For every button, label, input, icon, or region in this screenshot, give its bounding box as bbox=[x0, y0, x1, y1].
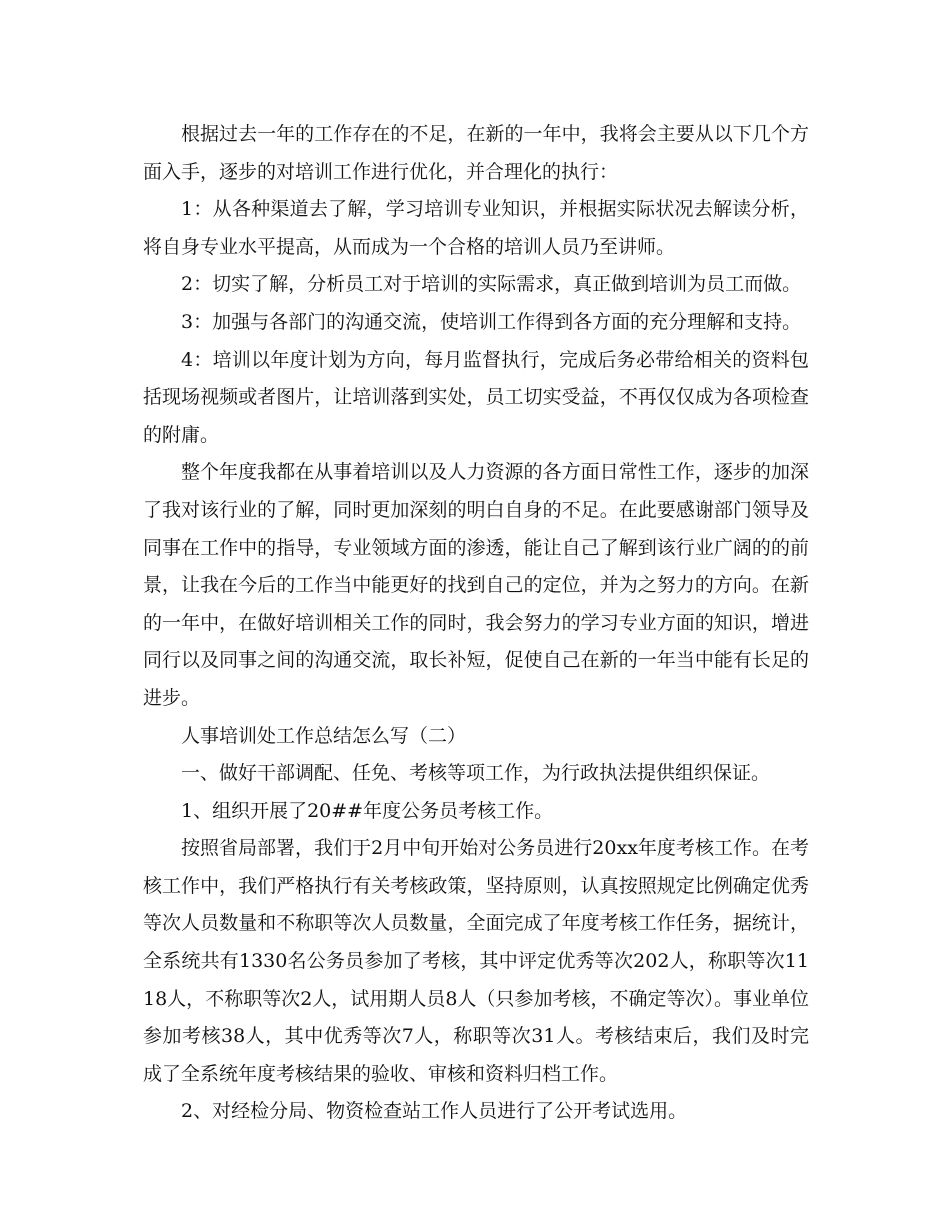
document-body bbox=[143, 116, 809, 1131]
paragraph-plan-item-3: 3：加强与各部门的沟通交流，使培训工作得到各方面的充分理解和支持。 bbox=[181, 310, 802, 333]
section-heading: 人事培训处工作总结怎么写（二） bbox=[181, 724, 467, 747]
paragraph-assessment-details: 按照省局部署，我们于2月中旬开始对公务员进行20xx年度考核工作。在考核工作中，我们严格执行有关考核政策，坚持原则，认真按照规定比例确定优秀等次人员数量和不称职等次人员数量，全面完成了年度考核工作任务，据统计，全系统共有1330名公务员参加了考核，其中评定优秀等次202人，称职等次1118人，不称职等次2人，试用期人员8人（只参加考核，不确定等次）。事业单位参加考核38人，其中优秀等次7人，称职等次31人。考核结束后，我们及时完成了全系统年度考核结果的验收、审核和资料归档工作。 bbox=[143, 837, 809, 1085]
paragraph-plan-item-1: 1：从各种渠道去了解，学习培训专业知识，并根据实际状况去解读分析，将自身专业水平提高，从而成为一个合格的培训人员乃至讲师。 bbox=[143, 198, 809, 258]
item-heading-2: 2、对经检分局、物资检查站工作人员进行了公开考试选用。 bbox=[181, 1100, 688, 1123]
paragraph-year-summary: 整个年度我都在从事着培训以及人力资源的各方面日常性工作，逐步的加深了我对该行业的了解，同时更加深刻的明白自身的不足。在此要感谢部门领导及同事在工作中的指导，专业领域方面的渗透，能让自己了解到该行业广阔的的前景，让我在今后的工作当中能更好的找到自己的定位，并为之努力的方向。在新的一年中，在做好培训相关工作的同时，我会努力的学习专业方面的知识，增进同行以及同事之间的沟通交流，取长补短，促使自己在新的一年当中能有长足的进步。 bbox=[143, 461, 809, 709]
paragraph-plan-item-4: 4：培训以年度计划为方向，每月监督执行，完成后务必带给相关的资料包括现场视频或者图片，让培训落到实处，员工切实受益，不再仅仅成为各项检查的附庸。 bbox=[143, 348, 809, 446]
paragraph-plan-item-2: 2：切实了解，分析员工对于培训的实际需求，真正做到培训为员工而做。 bbox=[181, 273, 802, 296]
item-heading-1: 1、组织开展了20##年度公务员考核工作。 bbox=[181, 799, 554, 822]
paragraph-plan-intro: 根据过去一年的工作存在的不足，在新的一年中，我将会主要从以下几个方面入手，逐步的对培训工作进行优化，并合理化的执行： bbox=[143, 123, 809, 183]
subsection-heading-1: 一、做好干部调配、任免、考核等项工作，为行政执法提供组织保证。 bbox=[181, 762, 771, 785]
